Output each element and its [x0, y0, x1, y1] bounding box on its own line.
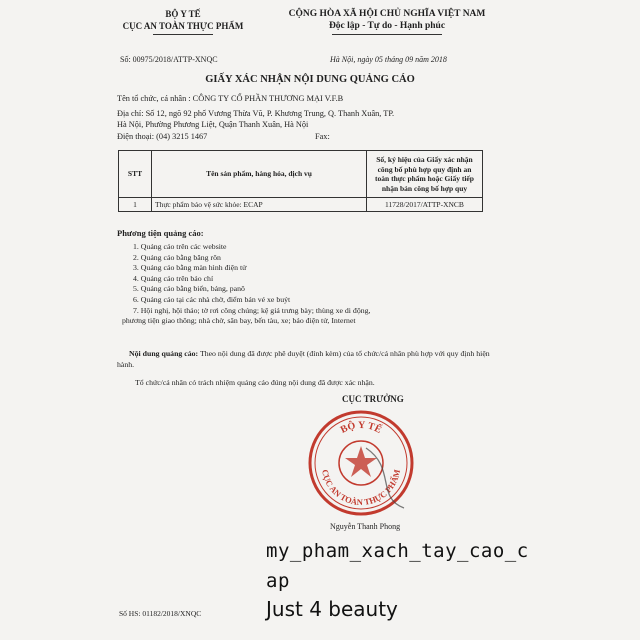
media-section-title: Phương tiện quảng cáo: [117, 228, 204, 238]
signer-name: Nguyễn Thanh Phong [330, 522, 401, 531]
list-item: phương tiện giao thông; nhà chờ, sân bay, bến tàu, xe; báo điện tử, Internet [122, 316, 356, 326]
document-title: GIẤY XÁC NHẬN NỘI DUNG QUẢNG CÁO [205, 74, 415, 85]
file-number: Số HS: 01182/2018/XNQC [119, 609, 202, 618]
table-cell: Thực phẩm bảo vệ sức khỏe: ECAP [152, 198, 367, 212]
table-cell: 1 [119, 198, 152, 212]
svg-text:BỘ Y TẾ [339, 418, 385, 436]
media-list [122, 242, 493, 327]
watermark-username [266, 536, 529, 596]
watermark-line2: ap [266, 570, 290, 592]
list-item: 5. Quảng cáo bằng biển, bảng, panô [133, 284, 245, 294]
place-date: Hà Nội, ngày 05 tháng 09 năm 2018 [330, 55, 447, 64]
seal-top-text: BỘ Y TẾ [338, 419, 384, 436]
issuer-header [108, 8, 258, 35]
country-name: CỘNG HÒA XÃ HỘI CHỦ NGHĨA VIỆT NAM [288, 9, 486, 19]
ministry-name: BỘ Y TẾ [165, 9, 201, 19]
list-item: 6. Quảng cáo tại các nhà chờ, điểm bán vé xe buýt [133, 294, 291, 304]
org-address-line1: Địa chỉ: Số 12, ngõ 92 phố Vương Thừa Vũ, P. Khương Trung, Q. Thanh Xuân, TP. [117, 109, 395, 118]
table-header-row [119, 151, 483, 198]
list-item: 7. Hội nghị, hội thảo; tờ rơi công chúng; kệ giá trưng bày; thùng xe di động, [133, 305, 371, 315]
department-name: CỤC AN TOÀN THỰC PHẨM [122, 21, 244, 31]
org-phone: Điện thoại: (04) 3215 1467 [117, 132, 208, 141]
watermark-tagline: Just 4 beauty [266, 597, 398, 621]
signatory-title: CỤC TRƯỞNG [342, 394, 404, 404]
svg-text:CỤC AN TOÀN THỰC PHẨM [320, 468, 402, 507]
table-header-cell: Tên sản phẩm, hàng hóa, dịch vụ [152, 151, 367, 198]
table-header-cell: STT [119, 151, 152, 198]
org-address-line2: Hà Nội, Phường Phương Liệt, Quận Thanh Xuân, Hà Nội [117, 120, 309, 129]
motto: Độc lập - Tự do - Hạnh phúc [328, 21, 446, 31]
table-header-cell: Số, ký hiệu của Giấy xác nhận công bố phù hợp quy định an toàn thực phẩm hoặc Giấy tiếp nhận bản công bố hợp quy [367, 151, 483, 198]
responsibility-note: Tổ chức/cá nhân có trách nhiệm quảng cáo đúng nội dung đã được xác nhận. [135, 378, 375, 387]
list-item: 3. Quảng cáo bằng màn hình điện tử [133, 263, 247, 273]
ad-content-label: Nội dung quảng cáo: [129, 349, 199, 358]
seal-bottom-text: CỤC AN TOÀN THỰC PHẨM [320, 468, 402, 508]
org-name: Tên tổ chức, cá nhân : CÔNG TY CỔ PHẦN THƯƠNG MẠI V.F.B [117, 94, 344, 103]
watermark-line1: my_pham_xach_tay_cao_c [266, 540, 529, 562]
org-fax: Fax: [315, 132, 330, 141]
ad-content [117, 349, 502, 370]
ad-content-text: Theo nội dung đã được phê duyệt (đính kèm) của tổ chức/cá nhân phù hợp với quy định hiện hành. [117, 349, 490, 369]
motto-divider [332, 34, 442, 35]
official-seal-icon [306, 408, 416, 518]
national-header [268, 8, 506, 35]
product-table [118, 150, 483, 212]
table-cell: 11728/2017/ATTP-XNCB [367, 198, 483, 212]
header-divider [153, 34, 213, 35]
list-item: 2. Quảng cáo bằng băng rôn [133, 252, 221, 262]
list-item: 1. Quảng cáo trên các website [133, 242, 227, 251]
table-row [119, 198, 483, 212]
list-item: 4. Quảng cáo trên báo chí [133, 273, 214, 283]
document-number: Số: 00975/2018/ATTP-XNQC [120, 55, 218, 64]
